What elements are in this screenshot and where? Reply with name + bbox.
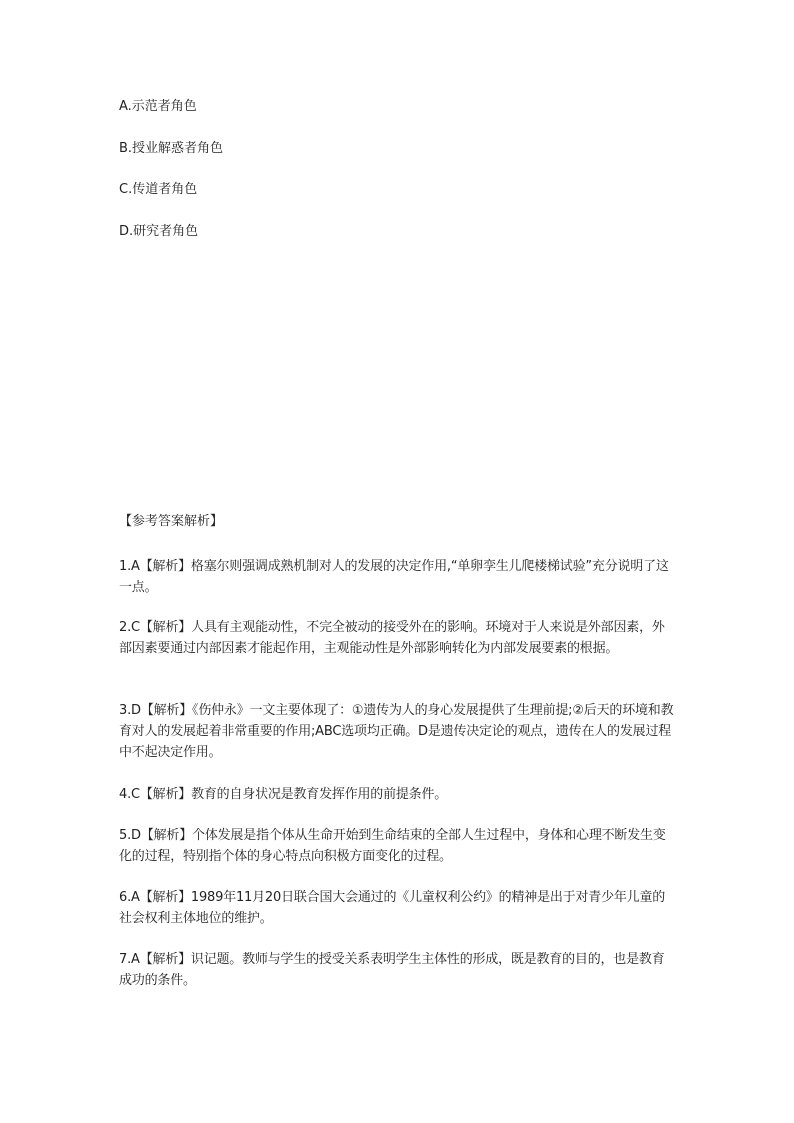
option-d: D.研究者角色 — [119, 224, 199, 239]
option-b: B.授业解惑者角色 — [119, 141, 224, 156]
answer-1: 1.A【解析】格塞尔则强调成熟机制对人的发展的决定作用,“单卵孪生儿爬楼梯试验”充分说明了这一点。 — [119, 559, 669, 595]
answer-3: 3.D【解析】《伤仲永》一文主要体现了：①遗传为人的身心发展提供了生理前提;②后天的环境和教育对人的发展起着非常重要的作用;ABC选项均正确。D是遗传决定论的观点，遗传在人的发展过程中不起决定作用。 — [119, 703, 674, 760]
option-c: C.传道者角色 — [119, 182, 198, 197]
answer-5: 5.D【解析】个体发展是指个体从生命开始到生命结束的全部人生过程中，身体和心理不断发生变化的过程，特别指个体的身心特点向积极方面变化的过程。 — [119, 828, 666, 864]
option-a: A.示范者角色 — [119, 99, 197, 114]
answer-7: 7.A【解析】识记题。教师与学生的授受关系表明学生主体性的形成，既是教育的目的，也是教育成功的条件。 — [119, 952, 665, 988]
answer-section-title: 【参考答案解析】 — [119, 514, 224, 529]
answer-2: 2.C【解析】人具有主观能动性，不完全被动的接受外在的影响。环境对于人来说是外部因素，外部因素要通过内部因素才能起作用，主观能动性是外部影响转化为内部发展要素的根据。 — [119, 620, 665, 656]
answer-4: 4.C【解析】教育的自身状况是教育发挥作用的前提条件。 — [119, 787, 448, 802]
answer-6: 6.A【解析】1989年11月20日联合国大会通过的《儿童权利公约》的精神是出于对青少年儿童的社会权利主体地位的维护。 — [119, 890, 666, 926]
